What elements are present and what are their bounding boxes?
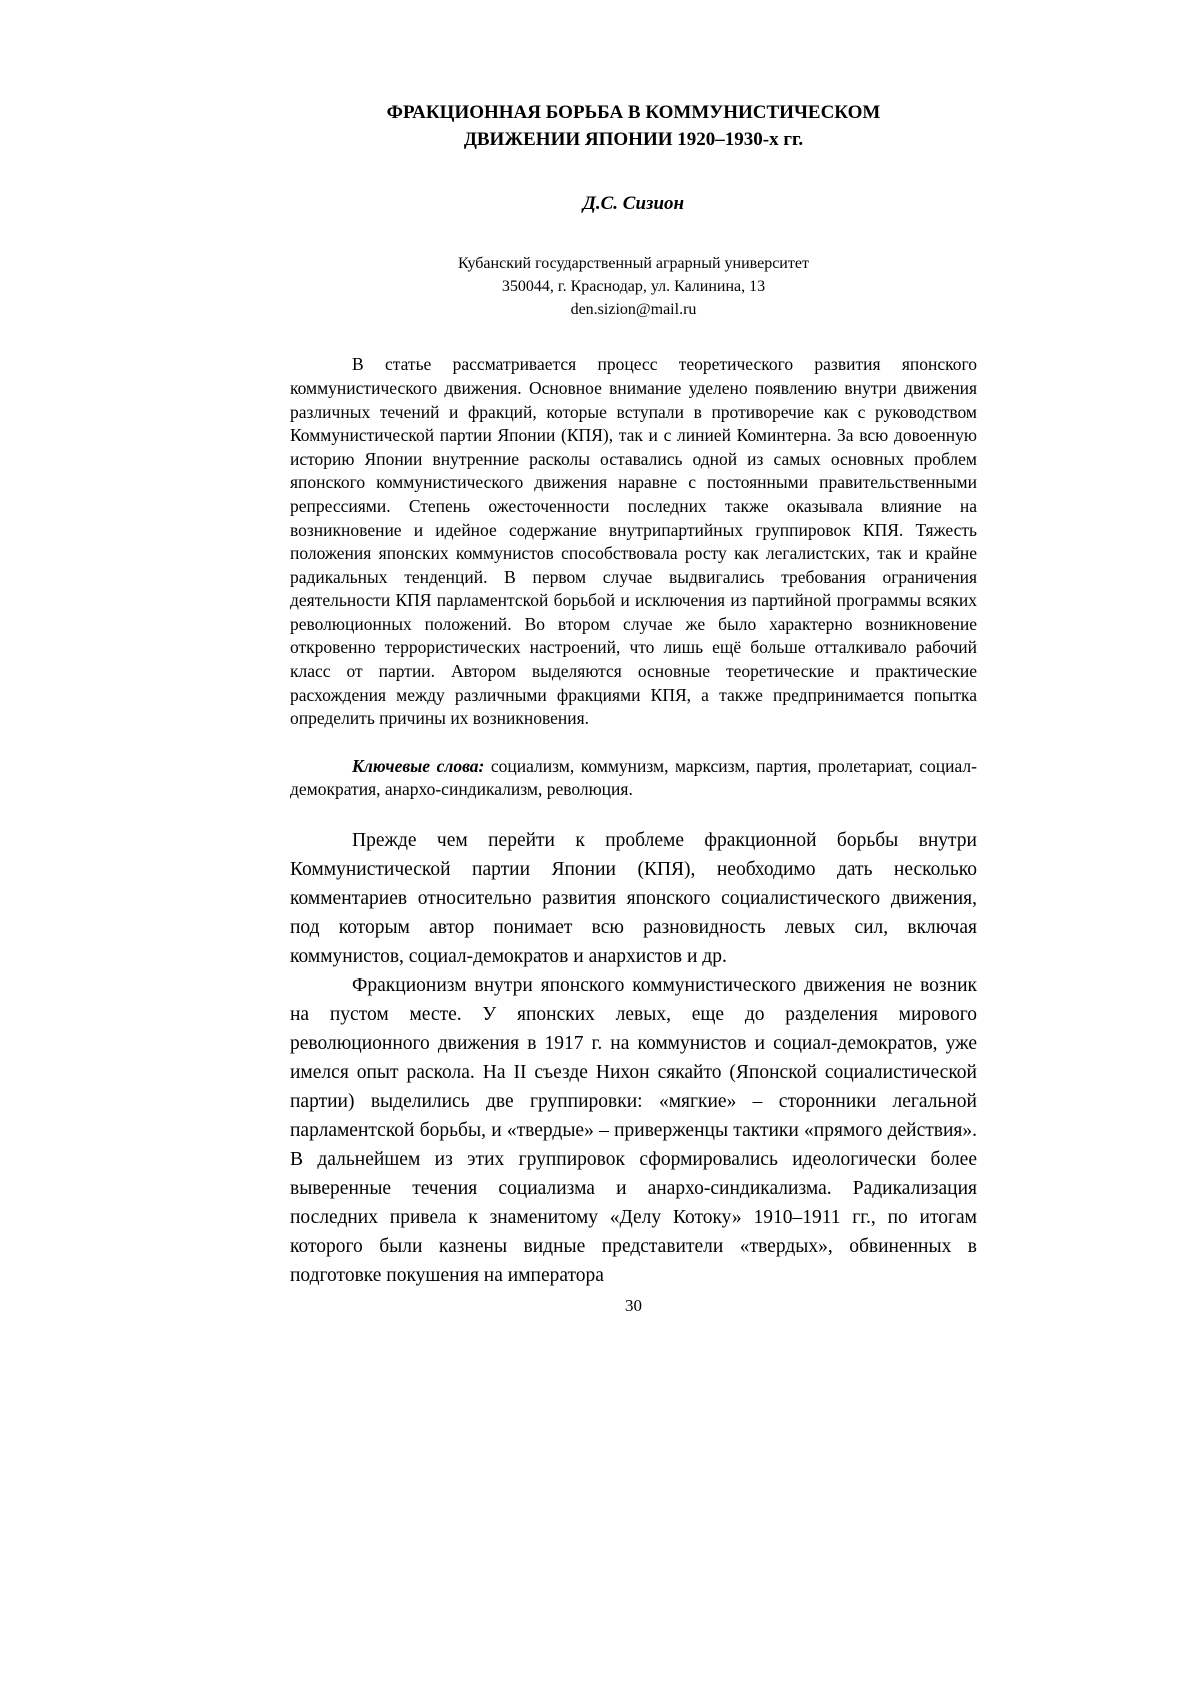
article-title [290,100,977,153]
affiliation-address: 350044, г. Краснодар, ул. Калинина, 13 [501,277,766,295]
body-paragraph-2: Фракционизм внутри японского коммунистического движения не возник на пустом месте. У японских левых, еще до разделения мирового революционного движения в 1917 г. на коммунистов и социал-демократов, уже имелся опыт раскола. На II съезде Нихон сякайто (Японской социалистической партии) выделились две группировки: «мягкие» – сторонники легальной парламентской борьбы, и «твердые» – приверженцы тактики «прямого действия». В дальнейшем из этих группировок сформировались идеологически более выверенные течения социализма и анархо-синдикализма. Радикализация последних привела к знаменитому «Делу Котоку» 1910–1911 гг., по итогам которого были казнены видные представители «твердых», обвиненных в подготовке покушения на императора [290,975,977,1287]
article-title-line-1: ФРАКЦИОННАЯ БОРЬБА В КОММУНИСТИЧЕСКОМ [386,102,881,123]
affiliation-name: Кубанский государственный аграрный университет [458,255,809,273]
page-number: 30 [625,1296,642,1316]
author-email: den.sizion@mail.ru [570,300,697,318]
abstract-paragraph: В статье рассматривается процесс теоретического развития японского коммунистического движения. Основное внимание уделено появлению внутри движения различных течений и фракций, которые вступали в противоречие как с руководством Коммунистической партии Японии (КПЯ), так и с линией Коминтерна. За всю довоенную историю Японии внутренние расколы оставались одной из самых основных проблем японского коммунистического движения наравне с постоянными правительственными репрессиями. Степень ожесточенности последних также оказывала влияние на возникновение и идейное содержание внутрипартийных группировок КПЯ. Тяжесть положения японских коммунистов способствовала росту как легалистских, так и крайне радикальных тенденций. В первом случае выдвигались требования ограничения деятельности КПЯ парламентской борьбой и исключения из партийной программы всяких революционных положений. Во втором случае же было характерно возникновение откровенно террористических настроений, что лишь ещё больше отталкивало рабочий класс от партии. Автором выделяются основные теоретические и практические расхождения между различными фракциями КПЯ, а также предпринимается попытка определить причины их возникновения. [290,354,977,729]
affiliation-block [290,253,977,321]
author-name: Д.С. Сизион [582,193,685,215]
keywords-paragraph [290,755,977,802]
body-paragraph-1: Прежде чем перейти к проблеме фракционной борьбы внутри Коммунистической партии Японии (КПЯ), необходимо дать несколько комментариев относительно развития японского социалистического движения, под которым автор понимает всю разновидность левых сил, включая коммунистов, социал-демократов и анархистов и др. [290,830,977,968]
keywords-text: социализм, коммунизм, марксизм, партия, пролетариат, социал-демократия, анархо-синдикализм, революция. [290,755,977,800]
keywords-label: Ключевые слова: [352,755,485,776]
article-title-line-2: ДВИЖЕНИИ ЯПОНИИ 1920–1930-х гг. [463,128,804,150]
